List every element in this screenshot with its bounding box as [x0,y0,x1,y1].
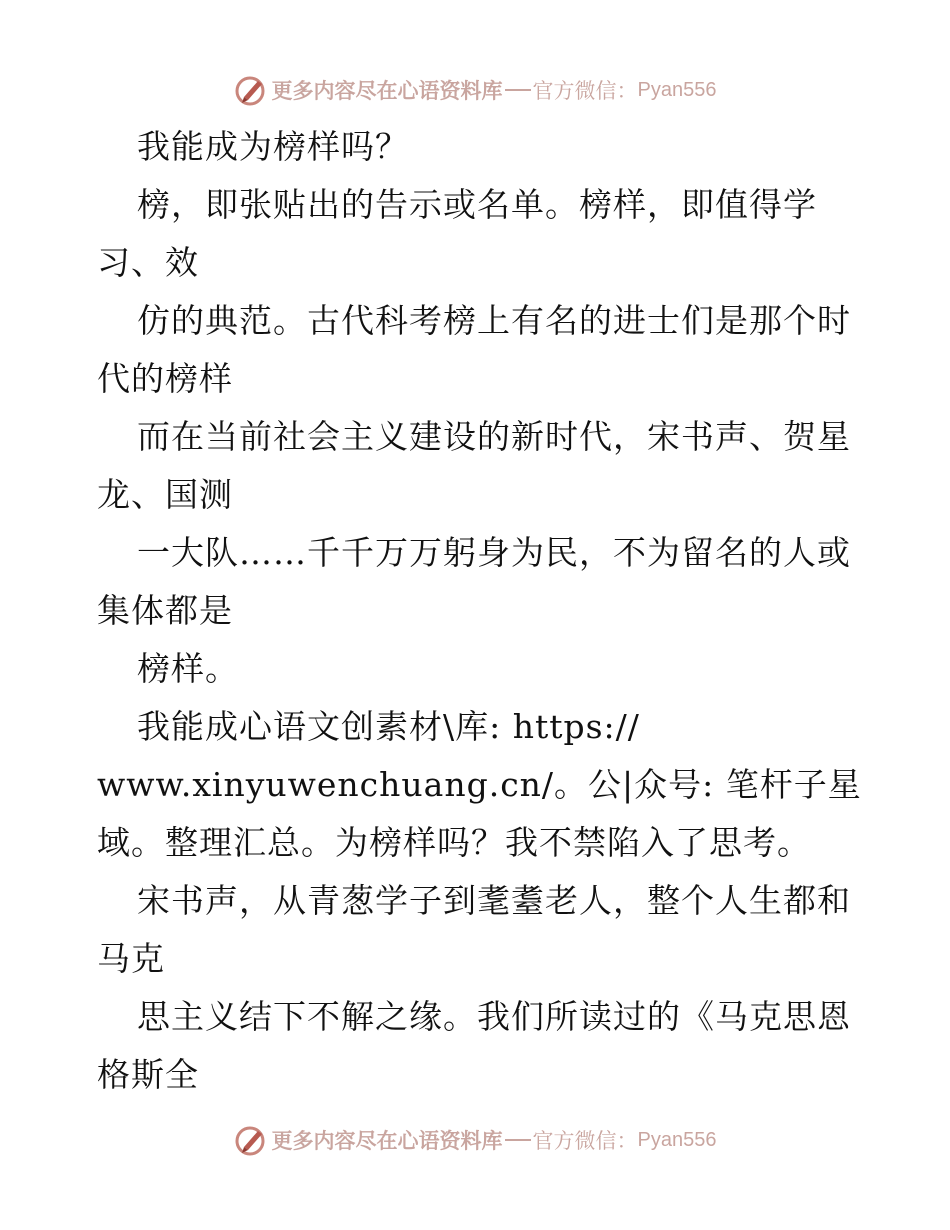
text-line: 一大队……千千万万躬身为民，不为留名的人或 [137,533,851,572]
header-banner [0,70,950,110]
pen-logo-icon [234,73,268,107]
text-line: 格斯全 [97,1055,199,1094]
text-line: 习、效 [97,243,199,282]
footer-wechat-id: Pyan556 [637,1128,717,1151]
text-line: 仿的典范。古代科考榜上有名的进士们是那个时 [137,301,851,340]
text-line: 域。整理汇总。为榜样吗？我不禁陷入了思考。 [97,823,811,862]
footer-banner [0,1120,950,1160]
header-brand-text: 更多内容尽在心语资料库 [271,78,503,103]
text-line: 榜样。 [137,649,239,688]
header-wechat-label: 官方微信： [532,79,638,103]
pen-logo-icon [234,1123,268,1157]
text-line: 宋书声，从青葱学子到耄耋老人，整个人生都和 [137,881,851,920]
text-line: 代的榜样 [97,359,233,398]
text-line: 榜，即张贴出的告示或名单。榜样，即值得学 [137,185,817,224]
footer-wechat-label: 官方微信： [532,1129,638,1153]
text-line: 集体都是 [97,591,233,630]
footer-brand-text: 更多内容尽在心语资料库 [271,1128,503,1153]
header-wechat-id: Pyan556 [637,78,717,101]
text-line: 而在当前社会主义建设的新时代，宋书声、贺星 [137,417,851,456]
text-line: 龙、国测 [97,475,233,514]
text-line: 我能成心语文创素材\库: https:// [137,707,640,746]
text-line: www.xinyuwenchuang.cn/。公|众号: 笔杆子星 [97,765,862,804]
document-body [97,118,862,1104]
text-line: 思主义结下不解之缘。我们所读过的《马克思恩 [137,997,851,1036]
header-dash [505,89,531,91]
text-line: 马克 [97,939,165,978]
footer-dash [505,1139,531,1141]
text-line: 我能成为榜样吗？ [137,127,409,166]
